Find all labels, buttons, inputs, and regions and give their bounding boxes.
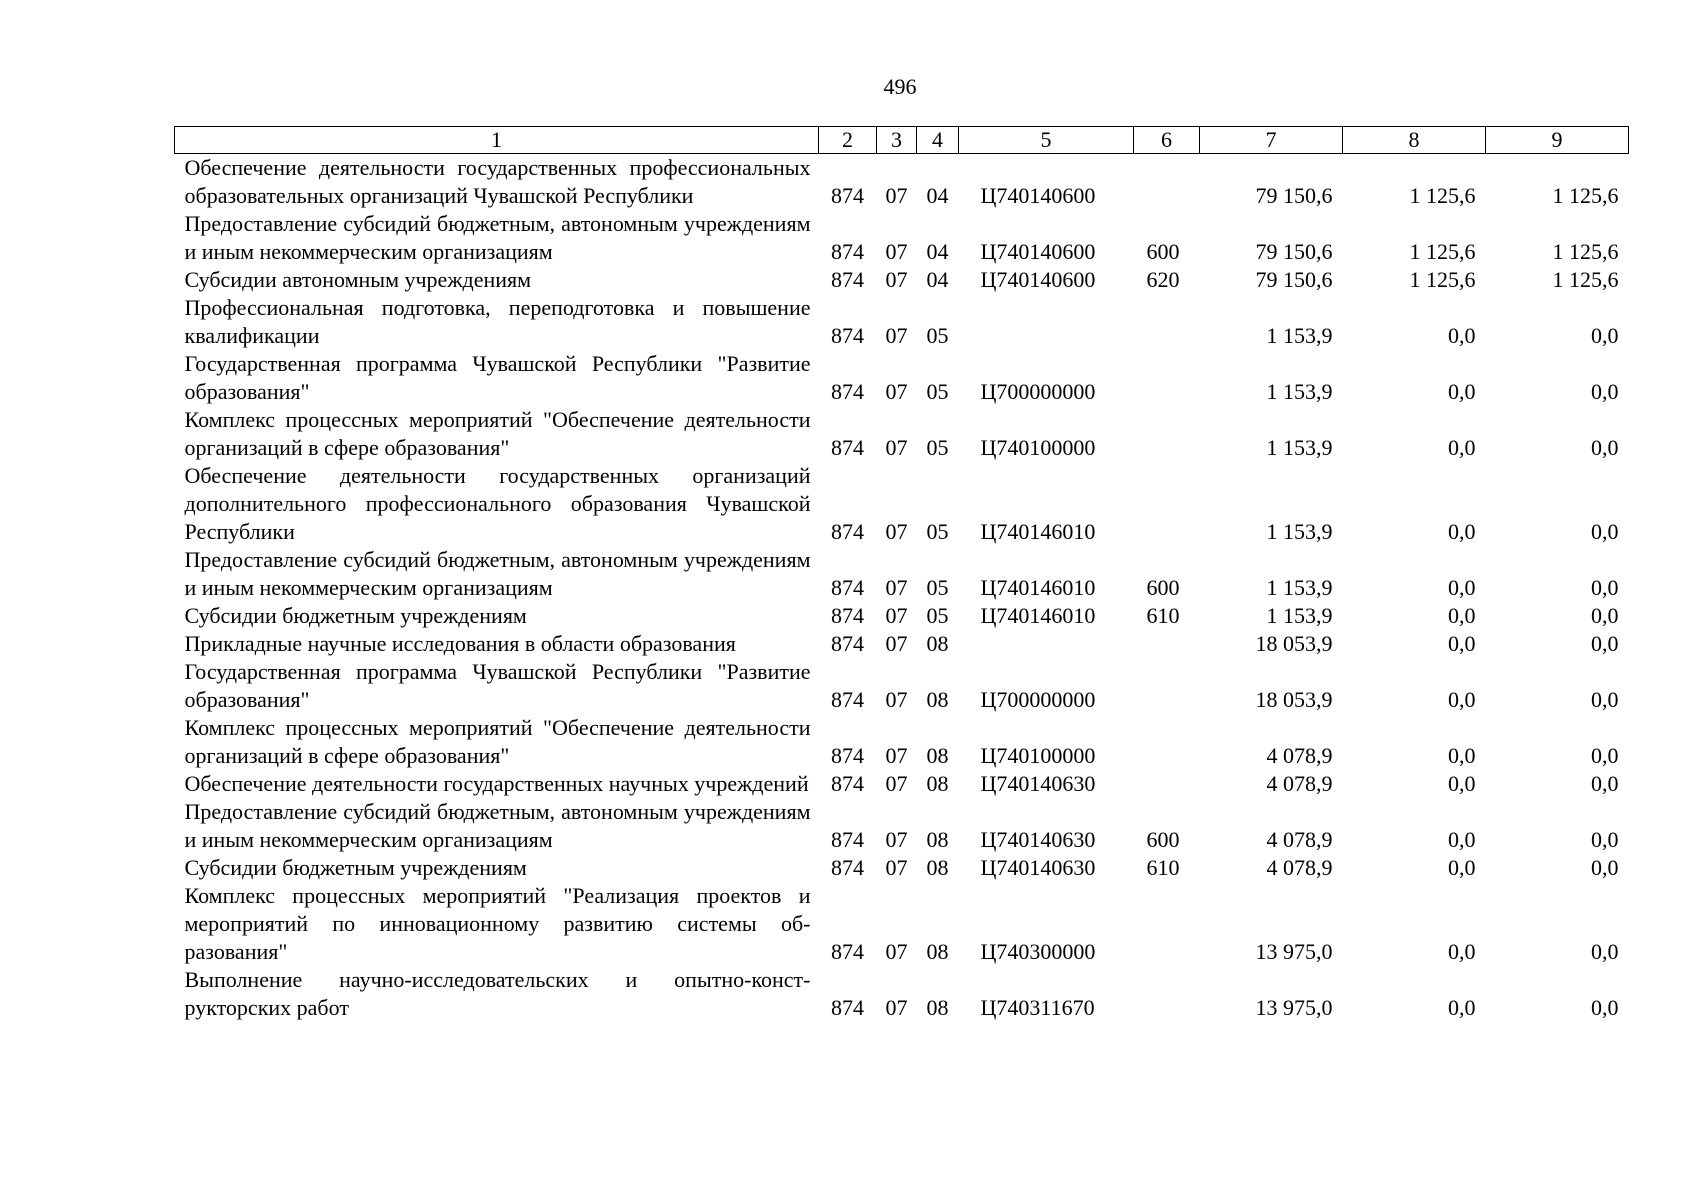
table-row	[175, 798, 1629, 854]
row-amount-9: 0,0	[1591, 631, 1619, 656]
header-cell-5: 5	[959, 127, 1134, 154]
header-row	[175, 127, 1629, 154]
row-subsection: 08	[926, 687, 949, 712]
row-name: Профессиональная подготовка, переподготовка и повышение квалификации	[184, 295, 811, 348]
row-target-code: Ц740140600	[980, 239, 1096, 264]
row-amount-8: 0,0	[1448, 603, 1476, 628]
header-cell-1: 1	[175, 127, 819, 154]
row-name: Обеспечение деятельности государственных организаций дополнительного профессионального образования Чувашской Республики	[184, 463, 811, 544]
row-amount-7: 1 153,9	[1266, 519, 1333, 544]
row-subsection: 05	[926, 379, 949, 404]
row-amount-9: 1 125,6	[1552, 239, 1619, 264]
row-expense-type: 600	[1146, 575, 1180, 600]
row-target-code	[959, 294, 1134, 350]
row-amount-7: 13 975,0	[1255, 939, 1333, 964]
row-expense-type: 610	[1146, 855, 1180, 880]
row-name: Комплекс процессных мероприятий "Обеспечение деятельности организаций в сфере образования"	[184, 715, 811, 768]
row-chapter: 874	[831, 743, 864, 768]
row-target-code: Ц740140600	[980, 183, 1096, 208]
row-chapter: 874	[831, 771, 864, 796]
row-target-code: Ц740100000	[980, 743, 1096, 768]
row-subsection: 08	[926, 743, 949, 768]
row-amount-8: 0,0	[1448, 995, 1476, 1020]
row-chapter: 874	[831, 379, 864, 404]
row-chapter: 874	[831, 631, 864, 656]
row-amount-9: 0,0	[1591, 519, 1619, 544]
row-subsection: 08	[926, 995, 949, 1020]
row-name: Субсидии бюджетным учреждениям	[184, 603, 527, 628]
row-amount-9: 1 125,6	[1552, 183, 1619, 208]
row-expense-type: 600	[1146, 239, 1180, 264]
row-chapter: 874	[831, 995, 864, 1020]
row-target-code: Ц740146010	[980, 603, 1096, 628]
row-amount-7: 1 153,9	[1266, 379, 1333, 404]
table-row	[175, 294, 1629, 350]
row-section: 07	[885, 435, 908, 460]
row-subsection: 08	[926, 827, 949, 852]
row-subsection: 08	[926, 631, 949, 656]
row-expense-type	[1134, 714, 1200, 770]
row-section: 07	[885, 939, 908, 964]
row-name: Прикладные научные исследования в области образования	[184, 631, 736, 656]
row-amount-8: 0,0	[1448, 687, 1476, 712]
row-chapter: 874	[831, 939, 864, 964]
row-section: 07	[885, 379, 908, 404]
row-amount-8: 0,0	[1448, 379, 1476, 404]
row-subsection: 08	[926, 855, 949, 880]
row-amount-9: 1 125,6	[1552, 267, 1619, 292]
row-expense-type	[1134, 350, 1200, 406]
row-amount-9: 0,0	[1591, 687, 1619, 712]
table-row	[175, 350, 1629, 406]
row-amount-8: 0,0	[1448, 855, 1476, 880]
row-chapter: 874	[831, 435, 864, 460]
row-target-code: Ц740311670	[980, 995, 1095, 1020]
row-amount-8: 1 125,6	[1409, 267, 1476, 292]
header-cell-4: 4	[917, 127, 959, 154]
row-amount-9: 0,0	[1591, 575, 1619, 600]
table-row	[175, 210, 1629, 266]
row-target-code: Ц740100000	[980, 435, 1096, 460]
row-subsection: 04	[926, 183, 949, 208]
row-amount-8: 0,0	[1448, 743, 1476, 768]
table-row	[175, 406, 1629, 462]
table-row	[175, 266, 1629, 294]
row-amount-7: 18 053,9	[1255, 687, 1333, 712]
row-amount-7: 79 150,6	[1255, 183, 1333, 208]
row-section: 07	[885, 183, 908, 208]
row-amount-9: 0,0	[1591, 855, 1619, 880]
row-section: 07	[885, 603, 908, 628]
row-amount-9: 0,0	[1591, 379, 1619, 404]
header-cell-7: 7	[1200, 127, 1343, 154]
row-section: 07	[885, 323, 908, 348]
row-amount-7: 4 078,9	[1266, 743, 1333, 768]
table-row	[175, 462, 1629, 546]
row-section: 07	[885, 687, 908, 712]
row-name: Обеспечение деятельности государственных профессиональных образовательных организаций Чувашской Республики	[184, 155, 811, 208]
row-section: 07	[885, 575, 908, 600]
row-amount-7: 1 153,9	[1266, 575, 1333, 600]
table-row	[175, 154, 1629, 211]
row-amount-8: 0,0	[1448, 435, 1476, 460]
row-name: Выполнение научно-исследовательских и опытно-конструкторских работ	[184, 967, 811, 1020]
row-target-code: Ц740140630	[980, 827, 1096, 852]
row-amount-9: 0,0	[1591, 827, 1619, 852]
row-section: 07	[885, 855, 908, 880]
row-name: Субсидии бюджетным учреждениям	[184, 855, 527, 880]
row-subsection: 08	[926, 939, 949, 964]
row-target-code: Ц740140630	[980, 855, 1096, 880]
row-subsection: 05	[926, 575, 949, 600]
row-expense-type: 600	[1146, 827, 1180, 852]
row-section: 07	[885, 827, 908, 852]
header-cell-2: 2	[819, 127, 877, 154]
row-amount-7: 79 150,6	[1255, 239, 1333, 264]
row-expense-type	[1134, 658, 1200, 714]
row-expense-type	[1134, 462, 1200, 546]
row-subsection: 05	[926, 603, 949, 628]
row-target-code: Ц740146010	[980, 519, 1096, 544]
row-amount-8: 1 125,6	[1409, 183, 1476, 208]
row-expense-type	[1134, 882, 1200, 966]
row-amount-9: 0,0	[1591, 995, 1619, 1020]
row-name: Государственная программа Чувашской Республики "Развитие образования"	[184, 351, 811, 404]
row-amount-8: 0,0	[1448, 827, 1476, 852]
row-amount-8: 0,0	[1448, 519, 1476, 544]
row-amount-7: 4 078,9	[1266, 855, 1333, 880]
table-row	[175, 966, 1629, 1022]
header-cell-9: 9	[1486, 127, 1629, 154]
row-subsection: 05	[926, 435, 949, 460]
row-chapter: 874	[831, 267, 864, 292]
row-amount-7: 1 153,9	[1266, 323, 1333, 348]
row-name: Комплекс процессных мероприятий "Обеспечение деятельности организаций в сфере образования"	[184, 407, 811, 460]
row-section: 07	[885, 519, 908, 544]
row-amount-8: 1 125,6	[1409, 239, 1476, 264]
row-chapter: 874	[831, 687, 864, 712]
row-section: 07	[885, 631, 908, 656]
row-chapter: 874	[831, 575, 864, 600]
row-amount-7: 13 975,0	[1255, 995, 1333, 1020]
row-amount-9: 0,0	[1591, 435, 1619, 460]
row-section: 07	[885, 771, 908, 796]
row-name: Предоставление субсидий бюджетным, автономным учреждениям и иным некоммерческим организациям	[184, 547, 811, 600]
row-amount-7: 1 153,9	[1266, 603, 1333, 628]
header-cell-3: 3	[877, 127, 917, 154]
table-row	[175, 546, 1629, 602]
row-amount-8: 0,0	[1448, 575, 1476, 600]
row-subsection: 04	[926, 267, 949, 292]
row-expense-type	[1134, 154, 1200, 211]
row-subsection: 05	[926, 519, 949, 544]
row-chapter: 874	[831, 603, 864, 628]
row-amount-9: 0,0	[1591, 323, 1619, 348]
row-subsection: 04	[926, 239, 949, 264]
row-expense-type: 620	[1146, 267, 1180, 292]
row-subsection: 08	[926, 771, 949, 796]
row-name: Государственная программа Чувашской Республики "Развитие образования"	[184, 659, 811, 712]
table-row	[175, 658, 1629, 714]
row-amount-8: 0,0	[1448, 771, 1476, 796]
header-cell-6: 6	[1134, 127, 1200, 154]
table-body	[175, 154, 1629, 1023]
row-subsection: 05	[926, 323, 949, 348]
row-amount-9: 0,0	[1591, 771, 1619, 796]
row-expense-type: 610	[1146, 603, 1180, 628]
row-name: Субсидии автономным учреждениям	[184, 267, 532, 292]
row-chapter: 874	[831, 239, 864, 264]
header-cell-8: 8	[1343, 127, 1486, 154]
row-section: 07	[885, 995, 908, 1020]
row-section: 07	[885, 239, 908, 264]
row-chapter: 874	[831, 519, 864, 544]
row-expense-type	[1134, 294, 1200, 350]
row-target-code: Ц740300000	[980, 939, 1096, 964]
page-number: 496	[883, 74, 917, 99]
row-chapter: 874	[831, 323, 864, 348]
table-row	[175, 854, 1629, 882]
row-amount-7: 18 053,9	[1255, 631, 1333, 656]
row-amount-8: 0,0	[1448, 631, 1476, 656]
row-name: Предоставление субсидий бюджетным, автономным учреждениям и иным некоммерческим организациям	[184, 799, 811, 852]
row-expense-type	[1134, 966, 1200, 1022]
row-name: Предоставление субсидий бюджетным, автономным учреждениям и иным некоммерческим организациям	[184, 211, 811, 264]
row-amount-7: 1 153,9	[1266, 435, 1333, 460]
table-row	[175, 630, 1629, 658]
row-expense-type	[1134, 630, 1200, 658]
row-amount-9: 0,0	[1591, 743, 1619, 768]
row-amount-9: 0,0	[1591, 603, 1619, 628]
row-target-code: Ц700000000	[980, 687, 1096, 712]
row-chapter: 874	[831, 183, 864, 208]
row-target-code: Ц700000000	[980, 379, 1096, 404]
table-row	[175, 714, 1629, 770]
row-expense-type	[1134, 770, 1200, 798]
row-target-code: Ц740140630	[980, 771, 1096, 796]
row-section: 07	[885, 267, 908, 292]
row-amount-7: 4 078,9	[1266, 771, 1333, 796]
row-name: Комплекс процессных мероприятий "Реализация проектов и мероприятий по инновационному развитию системы образования"	[184, 883, 811, 964]
table-row	[175, 882, 1629, 966]
row-target-code	[959, 630, 1134, 658]
row-amount-9: 0,0	[1591, 939, 1619, 964]
row-amount-8: 0,0	[1448, 939, 1476, 964]
row-amount-7: 4 078,9	[1266, 827, 1333, 852]
row-target-code: Ц740146010	[980, 575, 1096, 600]
row-chapter: 874	[831, 827, 864, 852]
row-expense-type	[1134, 406, 1200, 462]
row-target-code: Ц740140600	[980, 267, 1096, 292]
row-amount-7: 79 150,6	[1255, 267, 1333, 292]
row-chapter: 874	[831, 855, 864, 880]
table-row	[175, 602, 1629, 630]
row-name: Обеспечение деятельности государственных научных учреждений	[184, 771, 809, 796]
table-row	[175, 770, 1629, 798]
budget-table	[174, 126, 1629, 1022]
row-amount-8: 0,0	[1448, 323, 1476, 348]
row-section: 07	[885, 743, 908, 768]
